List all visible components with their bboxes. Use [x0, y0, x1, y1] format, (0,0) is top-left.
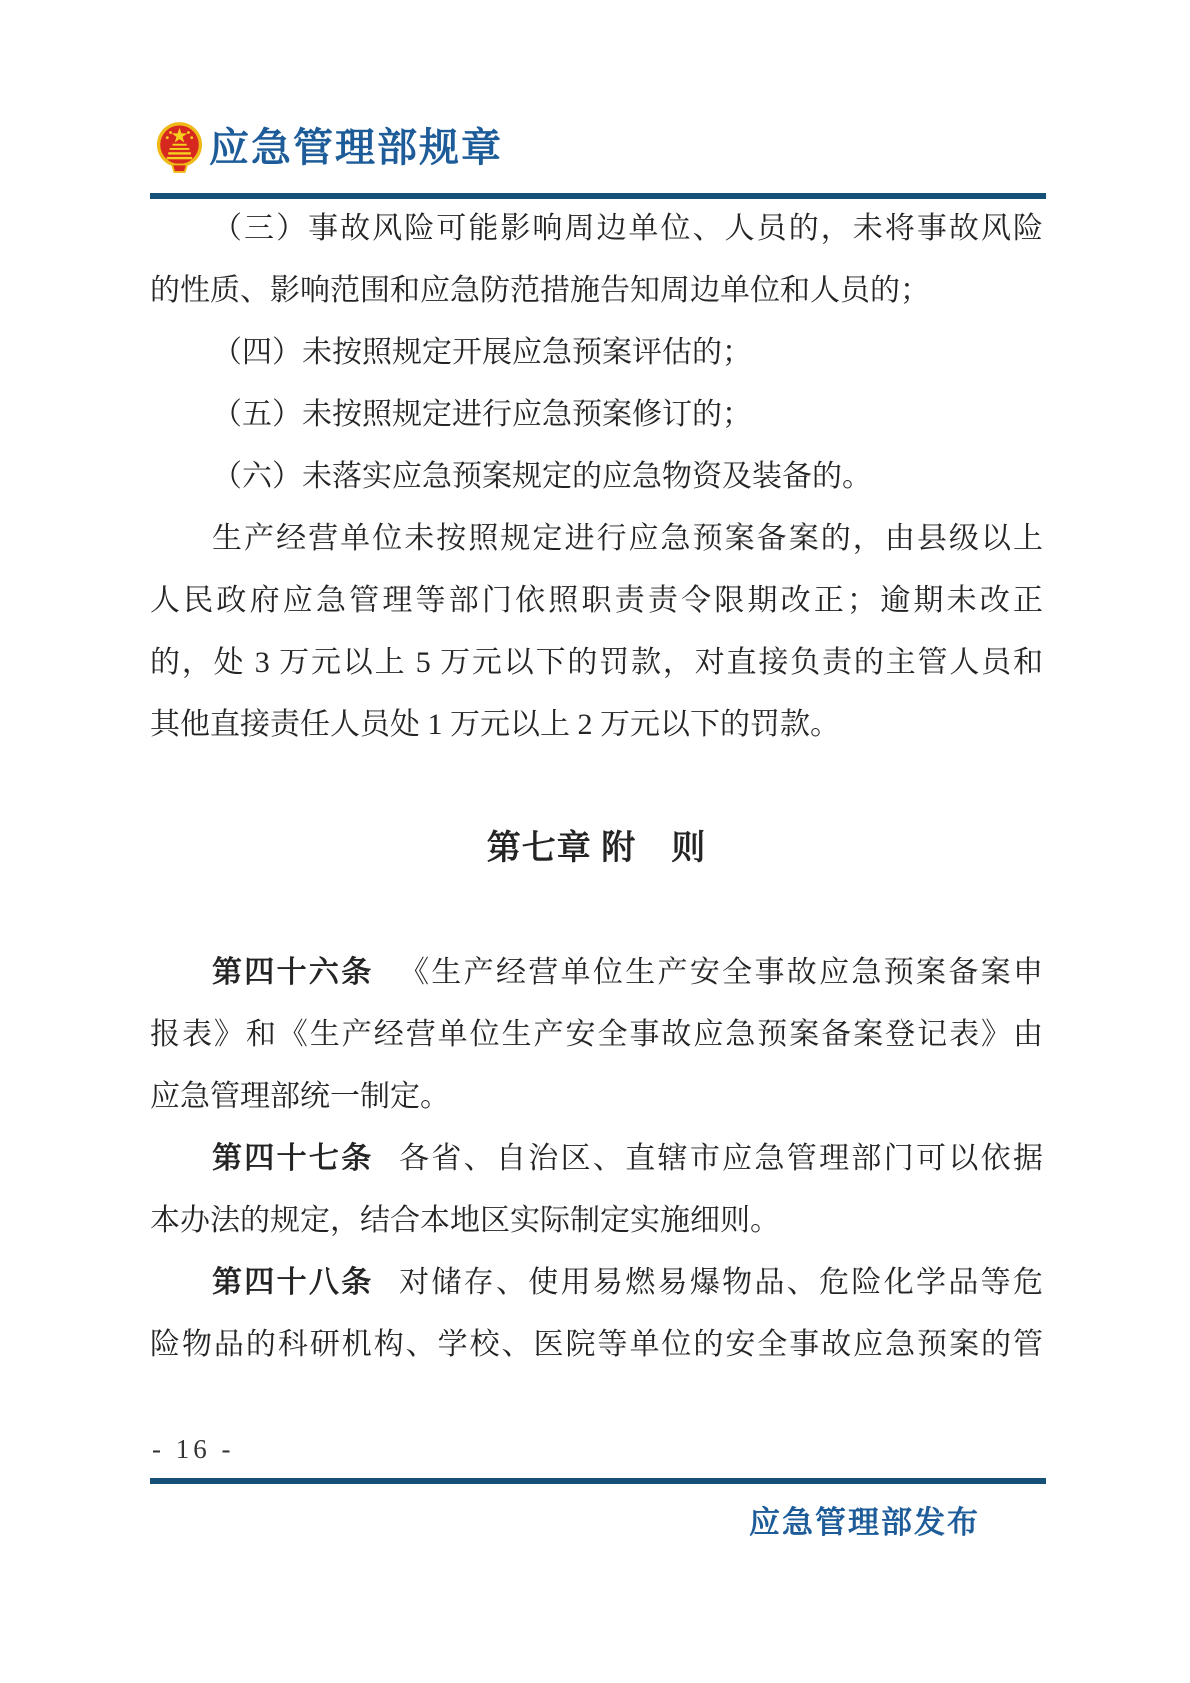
china-national-emblem-icon [156, 121, 203, 175]
penalty-paragraph-line-2: 人民政府应急管理等部门依照职责责令限期改正；逾期未改正 [150, 584, 1043, 617]
article-46-line-1 [150, 942, 1043, 1004]
clause-6: （六）未落实应急预案规定的应急物资及装备的。 [212, 460, 872, 493]
article-48-line-1 [150, 1252, 1043, 1314]
document-series-title: 应急管理部规章 [209, 125, 503, 170]
article-46-line-3: 应急管理部统一制定。 [150, 1080, 450, 1113]
page-number: - 16 - [152, 1434, 235, 1464]
article-48-number: 第四十八条 [212, 1266, 374, 1299]
publisher-label: 应急管理部发布 [749, 1505, 980, 1540]
article-46-line-2: 报表》和《生产经营单位生产安全事故应急预案备案登记表》由 [150, 1018, 1043, 1051]
article-46-number: 第四十六条 [212, 956, 374, 989]
penalty-paragraph-line-4: 其他直接责任人员处 1 万元以上 2 万元以下的罚款。 [150, 708, 840, 741]
clause-3-line-2: 的性质、影响范围和应急防范措施告知周边单位和人员的； [150, 274, 930, 307]
article-47-line-1 [150, 1128, 1043, 1190]
article-48-text: 对储存、使用易燃易爆物品、危险化学品等危 [399, 1266, 1043, 1299]
article-47-text: 各省、自治区、直辖市应急管理部门可以依据 [399, 1142, 1043, 1175]
penalty-paragraph-line-3: 的，处 3 万元以上 5 万元以下的罚款，对直接负责的主管人员和 [150, 646, 1043, 679]
footer-rule [150, 1478, 1046, 1484]
spacer [150, 756, 1043, 818]
article-48-line-2: 险物品的科研机构、学校、医院等单位的安全事故应急预案的管 [150, 1328, 1043, 1361]
clause-4: （四）未按照规定开展应急预案评估的； [212, 336, 752, 369]
chapter-7-heading: 第七章 附 则 [486, 830, 707, 867]
article-46-text: 《生产经营单位生产安全事故应急预案备案申 [399, 956, 1043, 989]
article-47-line-2: 本办法的规定，结合本地区实际制定实施细则。 [150, 1204, 780, 1237]
clause-5: （五）未按照规定进行应急预案修订的； [212, 398, 752, 431]
document-body [150, 198, 1043, 1376]
spacer [150, 880, 1043, 942]
clause-3-line-1: （三）事故风险可能影响周边单位、人员的，未将事故风险 [212, 212, 1043, 245]
article-47-number: 第四十七条 [212, 1142, 374, 1175]
penalty-paragraph-line-1: 生产经营单位未按照规定进行应急预案备案的，由县级以上 [212, 522, 1043, 555]
